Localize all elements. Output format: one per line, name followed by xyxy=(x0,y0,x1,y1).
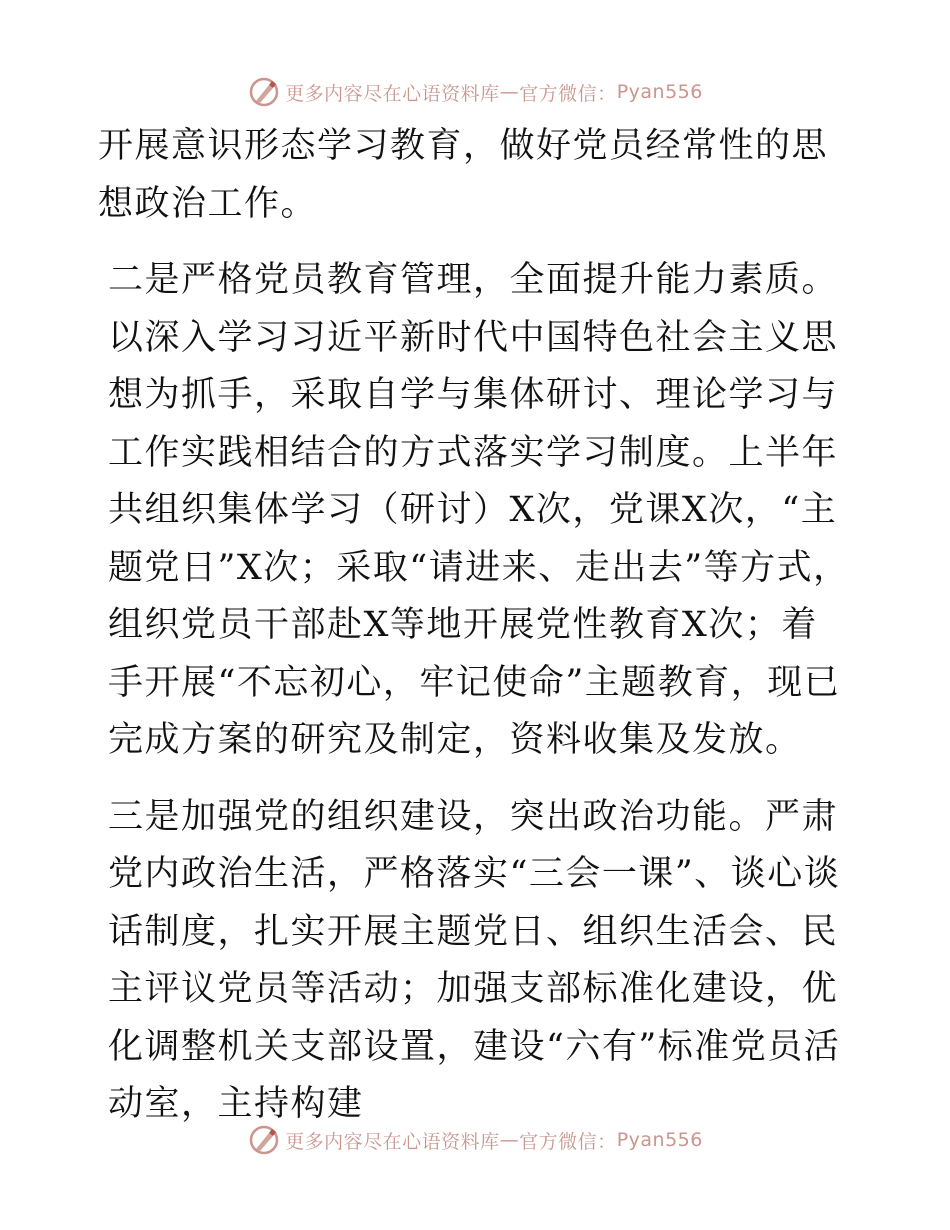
document-body xyxy=(98,118,850,1134)
paragraph-3: 三是加强党的组织建设，突出政治功能。严肃党内政治生活，严格落实“三会一课”、谈心谈话制度，扎实开展主题党日、组织生活会、民主评议党员等活动；加强支部标准化建设，优化调整机关支部设置，建设“六有”标准党员活动室，主持构建 xyxy=(108,796,841,1124)
watermark-main-text: 更多内容尽在心语资料库 xyxy=(285,1130,500,1153)
paragraph-2: 二是严格党员教育管理，全面提升能力素质。以深入学习习近平新时代中国特色社会主义思想为抓手，采取自学与集体研讨、理论学习与工作实践相结合的方式落实学习制度。上半年共组织集体学习（研讨）X次，党课X次，“主题党日”X次；采取“请进来、走出去”等方式，组织党员干部赴X等地开展党性教育X次；着手开展“不忘初心，牢记使命”主题教育，现已完成方案的研究及制定，资料收集及发放。 xyxy=(108,260,850,760)
paragraph-1: 开展意识形态学习教育，做好党员经常性的思想政治工作。 xyxy=(98,126,829,224)
footer-watermark xyxy=(0,1120,950,1160)
watermark-contact-id: Pyan556 xyxy=(616,1129,703,1151)
watermark-contact-label: 官方微信： xyxy=(519,1130,617,1153)
header-watermark xyxy=(0,72,950,112)
watermark-contact-id: Pyan556 xyxy=(616,81,703,103)
watermark-contact-label: 官方微信： xyxy=(519,82,617,105)
watermark-separator: — xyxy=(499,81,520,103)
watermark-main-text: 更多内容尽在心语资料库 xyxy=(285,82,500,105)
pen-nib-logo-icon xyxy=(247,1123,281,1157)
pen-nib-logo-icon xyxy=(247,75,281,109)
watermark-separator: — xyxy=(499,1129,520,1151)
